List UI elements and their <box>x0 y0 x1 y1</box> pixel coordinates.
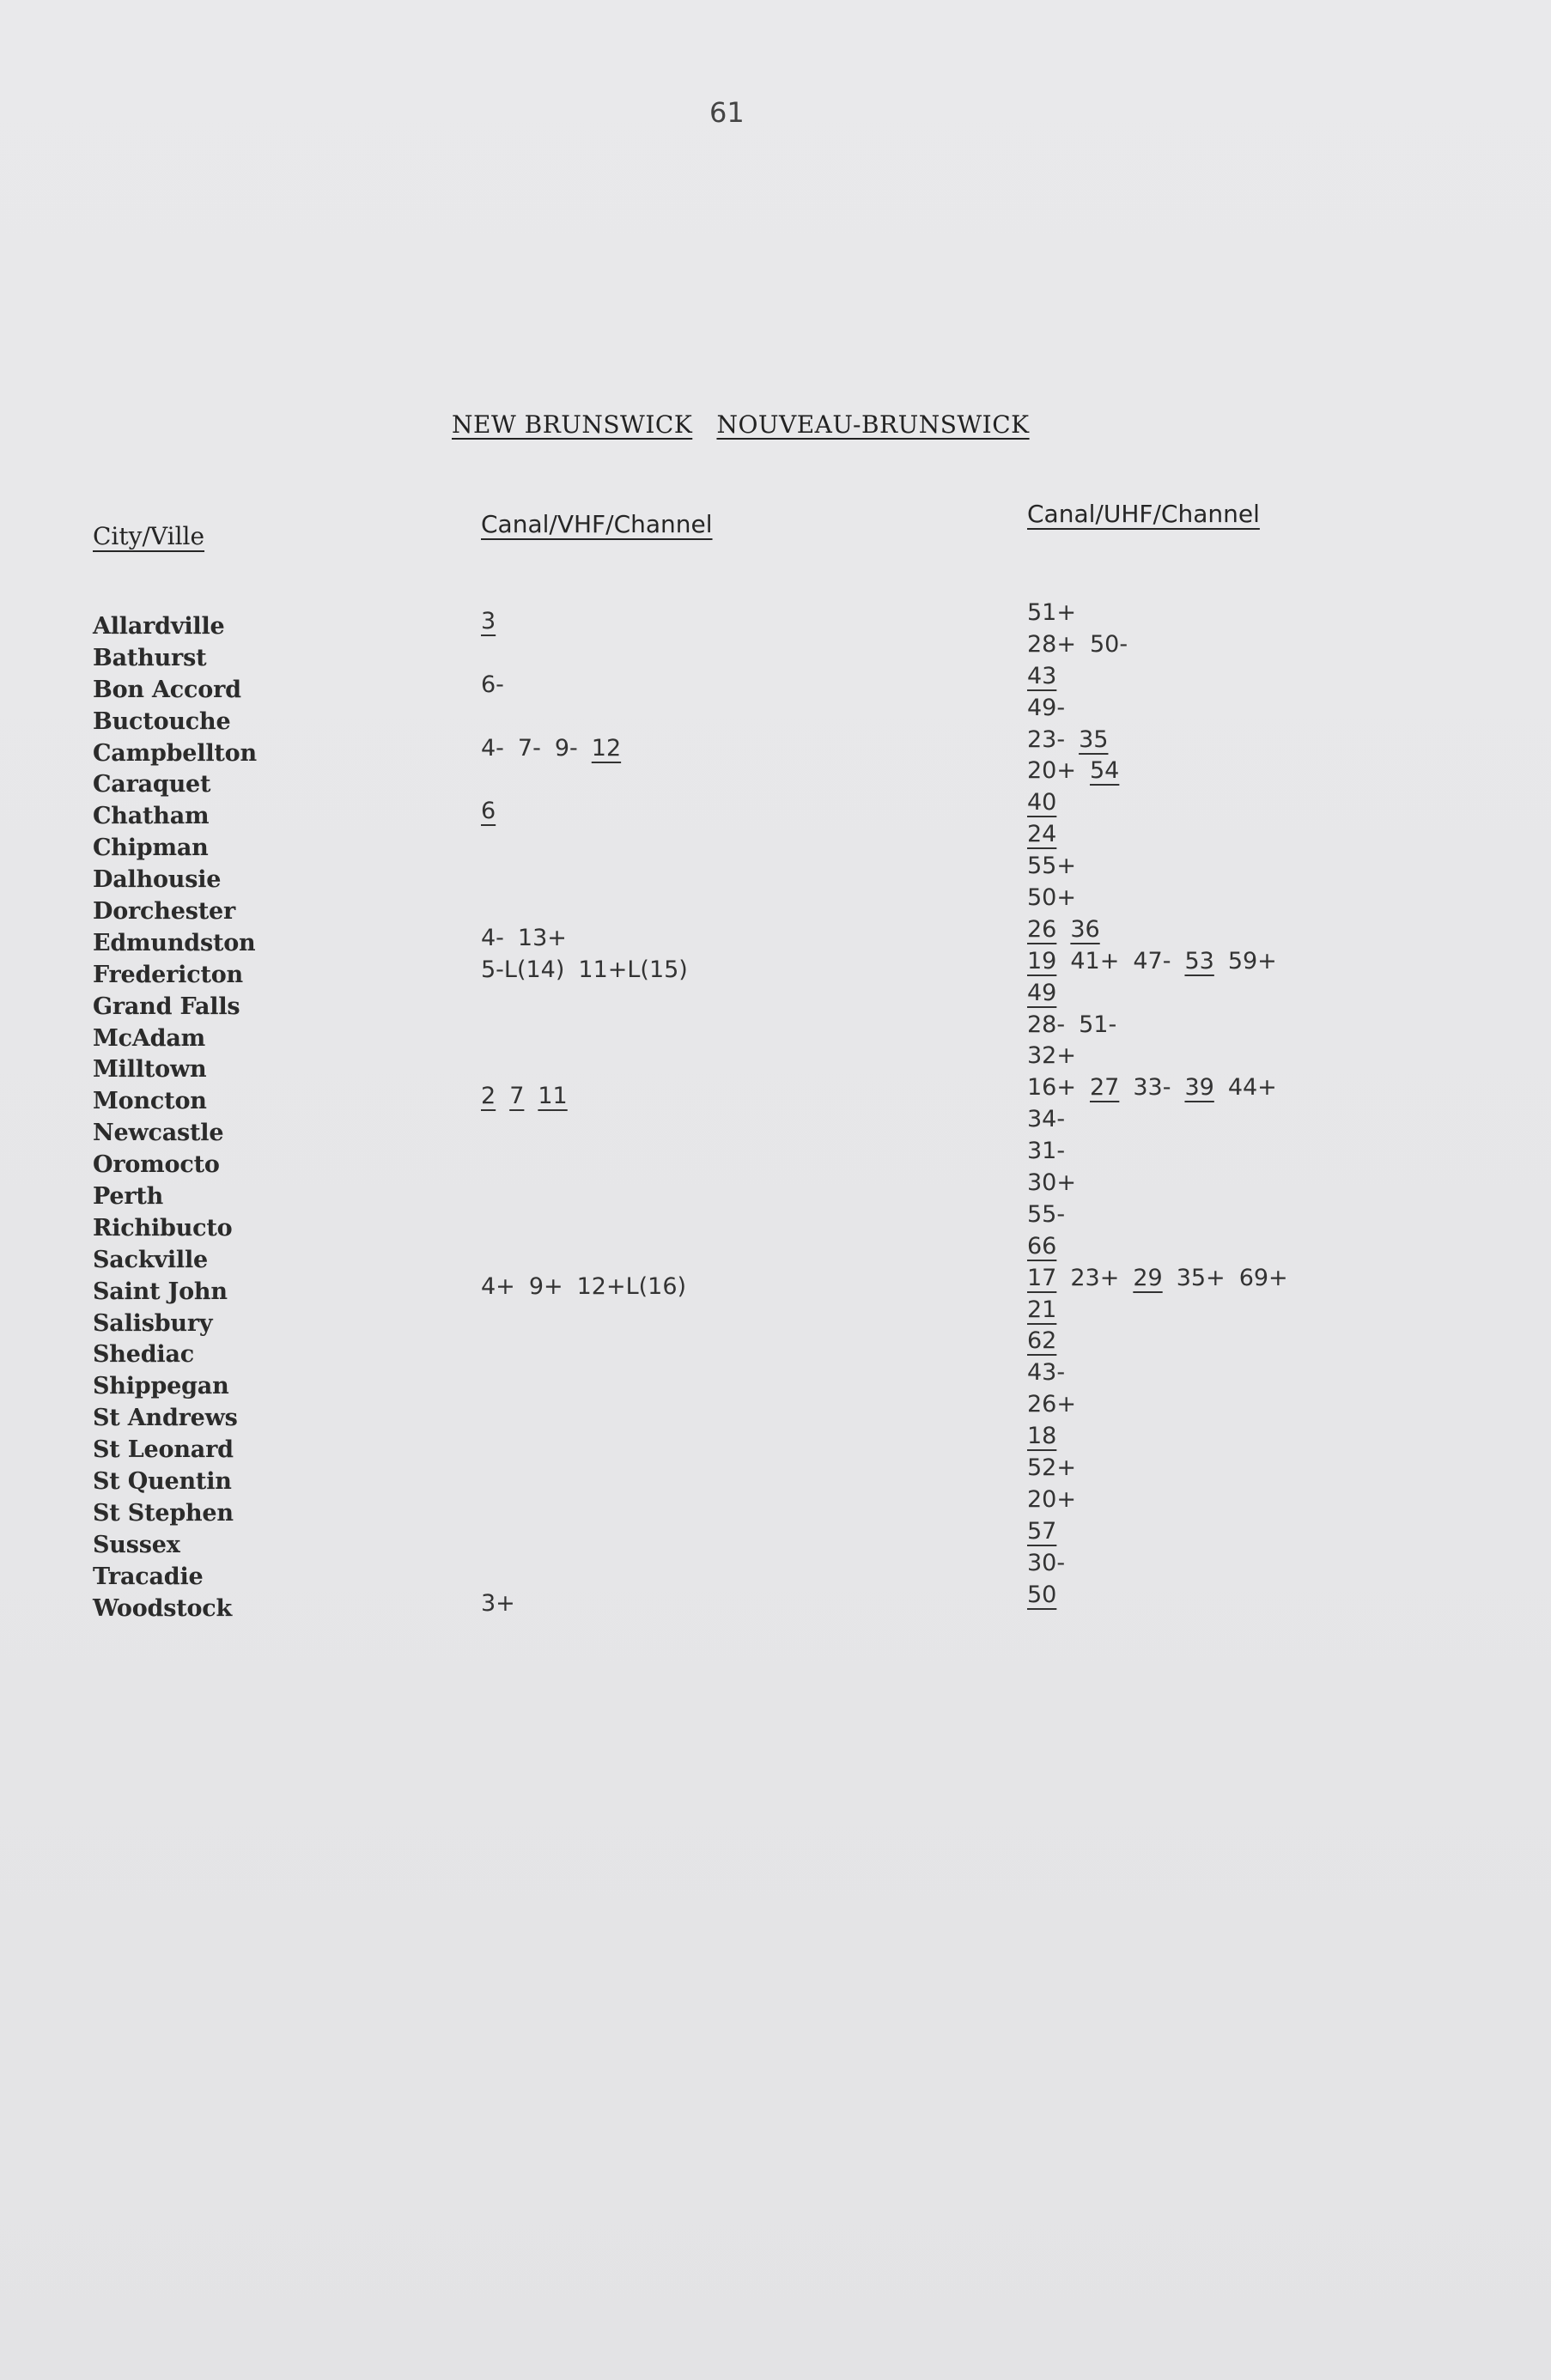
uhf-channels <box>1027 1199 1079 1230</box>
channel-value-underlined: 3 <box>481 608 496 634</box>
channel-value-underlined: 57 <box>1027 1517 1057 1545</box>
uhf-channels <box>1027 1168 1090 1199</box>
column-header-uhf: Canal/UHF/Channel <box>1027 500 1260 528</box>
city-name: Buctouche <box>93 707 231 735</box>
channel-value: 44+ <box>1227 1074 1277 1102</box>
table-row <box>0 947 1551 992</box>
vhf-channels <box>481 1081 581 1112</box>
table-row <box>0 1391 1551 1435</box>
channel-value: 23+ <box>1070 1264 1120 1291</box>
channel-value-underlined: 2 <box>481 1083 496 1110</box>
uhf-channels <box>1027 1136 1079 1167</box>
uhf-channels <box>1027 1357 1079 1388</box>
uhf-channels <box>1027 787 1070 818</box>
channel-value-underlined: 53 <box>1184 947 1214 974</box>
channel-value: 52+ <box>1027 1454 1076 1482</box>
channel-value: 7- <box>517 734 541 762</box>
channel-value: 13+ <box>517 924 567 951</box>
channel-value: 34- <box>1027 1106 1066 1133</box>
table-row <box>0 789 1551 833</box>
table-row <box>0 884 1551 928</box>
channel-value: 9- <box>554 734 578 762</box>
channel-value-underlined: 66 <box>1027 1232 1057 1260</box>
channel-value: 51+ <box>1027 599 1076 626</box>
uhf-channels <box>1027 1104 1079 1135</box>
channel-value-underlined: 12 <box>591 734 622 762</box>
vhf-channels <box>481 796 509 827</box>
city-name: Sussex <box>93 1531 180 1558</box>
city-name: Perth <box>93 1183 164 1211</box>
city-name: Campbellton <box>93 739 257 767</box>
uhf-channels <box>1027 1072 1291 1103</box>
uhf-channels <box>1027 851 1090 882</box>
city-name: Fredericton <box>93 961 243 988</box>
city-name: Shippegan <box>93 1373 229 1400</box>
table-row <box>0 1169 1551 1213</box>
channel-value-underlined: 39 <box>1184 1074 1214 1102</box>
city-name: Dorchester <box>93 898 235 926</box>
city-name: McAdam <box>93 1024 206 1052</box>
uhf-channels <box>1027 1421 1070 1452</box>
table-row <box>0 1423 1551 1466</box>
channel-value: 55+ <box>1027 853 1076 880</box>
table-row <box>0 1138 1551 1181</box>
channel-value: 26+ <box>1027 1391 1076 1418</box>
city-name: Dalhousie <box>93 866 222 894</box>
channel-value-underlined: 35 <box>1079 726 1109 753</box>
city-name: St Quentin <box>93 1468 232 1496</box>
city-name: Salisbury <box>93 1309 213 1337</box>
channel-value: 51- <box>1079 1011 1117 1038</box>
uhf-channels <box>1027 946 1291 977</box>
channel-value: 50+ <box>1027 884 1076 912</box>
channel-value: 69+ <box>1238 1264 1288 1291</box>
channel-value: 28+ <box>1027 630 1076 658</box>
channel-value: 9+ <box>528 1272 563 1300</box>
city-name: Chipman <box>93 835 209 862</box>
uhf-channels <box>1027 1516 1070 1547</box>
city-name: St Stephen <box>93 1499 234 1527</box>
channel-value-underlined: 18 <box>1027 1423 1057 1450</box>
table-row <box>0 821 1551 865</box>
title-french: NOUVEAU-BRUNSWICK <box>716 410 1030 439</box>
table-row <box>0 1042 1551 1086</box>
table-row <box>0 1581 1551 1625</box>
table-row <box>0 1106 1551 1150</box>
channel-value-underlined: 62 <box>1027 1327 1057 1355</box>
channel-value-underlined: 40 <box>1027 789 1057 817</box>
channel-value-underlined: 27 <box>1089 1074 1120 1102</box>
uhf-channels <box>1027 1484 1090 1515</box>
uhf-channels <box>1027 914 1114 945</box>
uhf-channels <box>1027 1548 1079 1579</box>
table-row <box>0 1232 1551 1277</box>
uhf-channels <box>1027 1580 1070 1611</box>
channel-value: 16+ <box>1027 1074 1076 1102</box>
city-name: Caraquet <box>93 771 211 798</box>
city-name: Moncton <box>93 1088 207 1115</box>
uhf-channels <box>1027 629 1141 660</box>
channel-value: 30- <box>1027 1549 1066 1576</box>
uhf-channels <box>1027 1295 1070 1326</box>
city-name: Saint John <box>93 1278 228 1305</box>
table-row <box>0 1264 1551 1308</box>
page-number: 61 <box>709 96 745 129</box>
channel-value-underlined: 50 <box>1027 1581 1057 1608</box>
table-row <box>0 1485 1551 1530</box>
table-row <box>0 1200 1551 1245</box>
uhf-channels <box>1027 1041 1090 1072</box>
city-name: Grand Falls <box>93 993 240 1020</box>
vhf-channels <box>481 923 581 954</box>
table-row <box>0 1359 1551 1403</box>
channel-table <box>0 599 1551 1625</box>
uhf-channels <box>1027 1453 1090 1484</box>
channel-value: 32+ <box>1027 1042 1076 1070</box>
uhf-channels <box>1027 819 1070 850</box>
channel-value-underlined: 29 <box>1133 1264 1163 1291</box>
city-name: Edmundston <box>93 929 256 956</box>
channel-value: 12+L(16) <box>576 1272 687 1300</box>
table-row <box>0 1011 1551 1055</box>
channel-value: 4- <box>481 924 504 951</box>
channel-value: 50- <box>1089 630 1128 658</box>
vhf-channels <box>481 733 635 764</box>
uhf-channels <box>1027 1231 1070 1262</box>
channel-value-underlined: 7 <box>509 1083 525 1110</box>
city-name: St Andrews <box>93 1405 238 1432</box>
uhf-channels <box>1027 661 1070 692</box>
channel-value: 3+ <box>481 1589 515 1617</box>
table-row <box>0 630 1551 675</box>
uhf-channels <box>1027 598 1090 628</box>
city-name: Bathurst <box>93 644 207 671</box>
channel-value-underlined: 49 <box>1027 979 1057 1006</box>
channel-value: 33- <box>1133 1074 1171 1102</box>
channel-value: 31- <box>1027 1138 1066 1165</box>
city-name: Milltown <box>93 1056 207 1084</box>
table-row <box>0 1454 1551 1498</box>
city-name: Oromocto <box>93 1151 220 1179</box>
uhf-channels <box>1027 756 1133 786</box>
channel-value: 5-L(14) <box>481 956 565 983</box>
channel-value: 6- <box>481 671 504 698</box>
uhf-channels <box>1027 978 1070 1009</box>
channel-value-underlined: 36 <box>1070 915 1100 943</box>
column-header-city: City/Ville <box>93 522 205 550</box>
city-name: Richibucto <box>93 1214 233 1242</box>
channel-value: 4- <box>481 734 504 762</box>
table-row <box>0 726 1551 770</box>
channel-value: 20+ <box>1027 757 1076 785</box>
channel-value-underlined: 26 <box>1027 915 1057 943</box>
channel-value: 4+ <box>481 1272 515 1300</box>
vhf-channels <box>481 955 702 986</box>
page-title <box>452 410 1030 439</box>
vhf-channels <box>481 606 509 637</box>
uhf-channels <box>1027 1263 1302 1294</box>
city-name: Allardville <box>93 613 225 640</box>
channel-value-underlined: 11 <box>538 1083 568 1110</box>
channel-value: 28- <box>1027 1011 1066 1038</box>
uhf-channels <box>1027 1389 1090 1420</box>
column-header-vhf: Canal/VHF/Channel <box>481 510 713 538</box>
table-row <box>0 915 1551 960</box>
vhf-channels <box>481 1272 700 1302</box>
uhf-channels <box>1027 693 1079 724</box>
uhf-channels <box>1027 1326 1070 1357</box>
channel-value: 35+ <box>1176 1264 1226 1291</box>
channel-value: 30+ <box>1027 1169 1076 1197</box>
title-english: NEW BRUNSWICK <box>452 410 693 439</box>
channel-value: 55- <box>1027 1200 1066 1228</box>
channel-value: 43- <box>1027 1359 1066 1387</box>
city-name: Woodstock <box>93 1594 233 1622</box>
uhf-channels <box>1027 1010 1130 1041</box>
table-row <box>0 694 1551 738</box>
channel-value: 11+L(15) <box>578 956 688 983</box>
city-name: Bon Accord <box>93 676 241 703</box>
table-row <box>0 1296 1551 1340</box>
city-name: Newcastle <box>93 1120 224 1147</box>
city-name: Tracadie <box>93 1563 204 1590</box>
channel-value: 23- <box>1027 726 1066 753</box>
channel-value-underlined: 19 <box>1027 947 1057 974</box>
table-row <box>0 1517 1551 1562</box>
table-row <box>0 1074 1551 1118</box>
table-row <box>0 757 1551 801</box>
channel-value-underlined: 6 <box>481 798 496 825</box>
channel-value-underlined: 21 <box>1027 1296 1057 1323</box>
city-name: Sackville <box>93 1246 208 1273</box>
channel-value-underlined: 17 <box>1027 1264 1057 1291</box>
vhf-channels <box>481 1588 529 1619</box>
city-name: Chatham <box>93 803 210 830</box>
channel-value: 41+ <box>1070 947 1120 974</box>
channel-value: 59+ <box>1227 947 1277 974</box>
table-row <box>0 1327 1551 1371</box>
table-row <box>0 1549 1551 1594</box>
vhf-channels <box>481 670 518 701</box>
city-name: St Leonard <box>93 1436 234 1464</box>
uhf-channels <box>1027 883 1090 914</box>
table-row <box>0 662 1551 707</box>
city-name: Shediac <box>93 1341 194 1369</box>
channel-value: 47- <box>1133 947 1171 974</box>
channel-value-underlined: 54 <box>1089 757 1120 785</box>
table-row <box>0 979 1551 1023</box>
channel-value-underlined: 24 <box>1027 821 1057 848</box>
table-row <box>0 853 1551 896</box>
channel-value: 49- <box>1027 694 1066 721</box>
channel-value-underlined: 43 <box>1027 662 1057 689</box>
table-row <box>0 599 1551 643</box>
uhf-channels <box>1027 725 1122 756</box>
channel-value: 20+ <box>1027 1485 1076 1513</box>
